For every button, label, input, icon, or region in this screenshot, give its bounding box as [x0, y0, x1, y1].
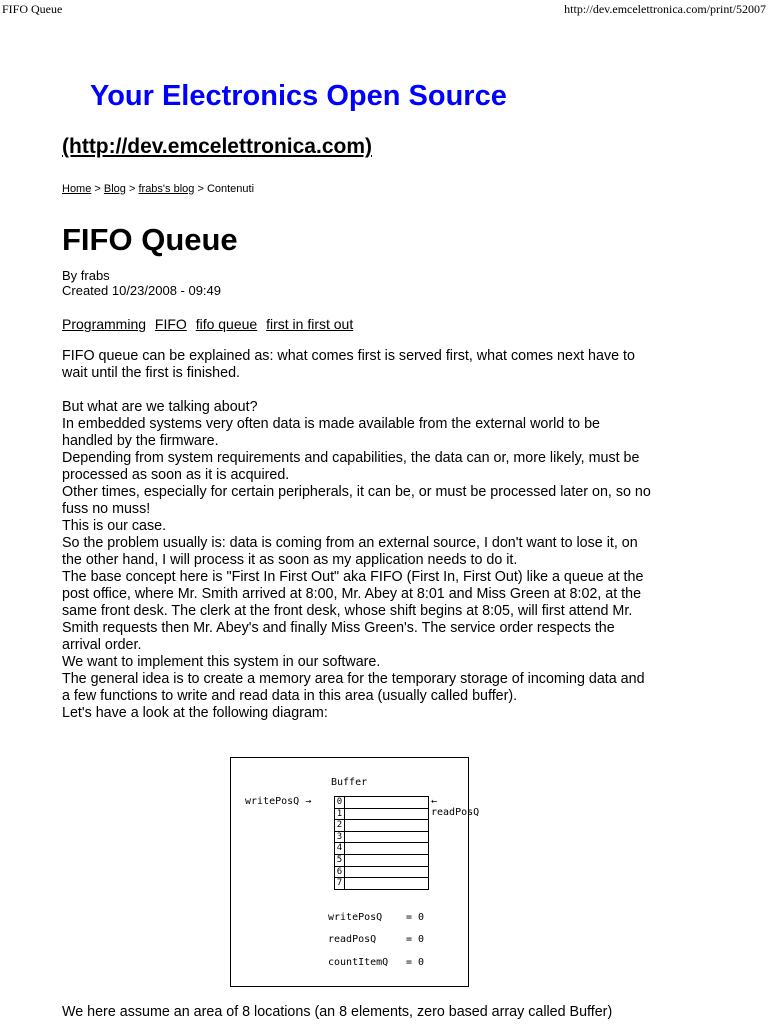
body-line: We want to implement this system in our software.	[62, 654, 381, 670]
body-line: But what are we talking about?	[62, 399, 258, 415]
buffer-cell	[334, 809, 429, 821]
tag-link-programming[interactable]: Programming	[62, 316, 147, 332]
tag-link-fifo-queue[interactable]: fifo queue	[195, 316, 258, 332]
breadcrumb-separator: >	[91, 183, 104, 195]
paragraph-gap	[62, 382, 722, 399]
body-line: Other times, especially for certain peripherals, it can be, or must be processed later on, so no	[62, 484, 651, 500]
tag-link-first-in-first-out[interactable]: first in first out	[266, 316, 354, 332]
stat-value: = 0	[406, 934, 425, 945]
buffer-cells	[334, 796, 429, 890]
breadcrumb-separator: >	[125, 183, 139, 195]
breadcrumb-separator: >	[194, 183, 207, 195]
article-meta	[62, 268, 221, 298]
stat-name: readPosQ	[328, 934, 377, 945]
breadcrumb	[62, 183, 254, 195]
body-line: Let's have a look at the following diagram:	[62, 705, 328, 721]
buffer-cell	[334, 855, 429, 867]
cell-index: 3	[335, 832, 345, 843]
tag-link-fifo[interactable]: FIFO	[154, 316, 187, 332]
body-line: In embedded systems very often data is made available from the external world to be	[62, 416, 601, 432]
body-line: FIFO queue can be explained as: what comes first is served first, what comes next have to	[62, 348, 635, 364]
cell-index: 5	[335, 855, 345, 866]
body-line: arrival order.	[62, 637, 142, 653]
buffer-cell	[334, 878, 429, 890]
buffer-cell	[334, 867, 429, 879]
page-title: FIFO Queue	[62, 222, 238, 257]
buffer-cell	[334, 843, 429, 855]
site-url-link[interactable]: (http://dev.emcelettronica.com)	[62, 135, 372, 158]
body-line: Depending from system requirements and capabilities, the data can or, more likely, must be	[62, 450, 640, 466]
buffer-cell	[334, 820, 429, 832]
body-line: wait until the first is finished.	[62, 365, 240, 381]
article-created: Created 10/23/2008 - 09:49	[62, 283, 222, 298]
read-pointer-label: ← readPosQ	[431, 796, 480, 818]
breadcrumb-blog-link[interactable]: Blog	[103, 183, 126, 195]
stat-name: countItemQ	[328, 957, 389, 968]
body-line: So the problem usually is: data is coming from an external source, I don't want to lose it, on	[62, 535, 638, 551]
fifo-buffer-diagram	[230, 757, 480, 987]
body-line: the other hand, I will process it as soon as my application needs to do it.	[62, 552, 518, 568]
tag-list	[62, 316, 358, 332]
buffer-label: Buffer	[331, 777, 368, 788]
stat-count-item	[328, 957, 458, 968]
breadcrumb-current: Contenuti	[206, 183, 255, 195]
cell-index: 7	[335, 878, 345, 889]
stat-name: writePosQ	[328, 912, 383, 923]
stat-write-pos	[328, 912, 458, 923]
buffer-cell	[334, 796, 429, 809]
print-header-url: http://dev.emcelettronica.com/print/52007	[564, 2, 766, 16]
article-author: By frabs	[62, 268, 110, 283]
stat-read-pos	[328, 934, 458, 945]
cell-index: 0	[335, 797, 345, 808]
write-pointer-label: writePosQ →	[245, 796, 312, 807]
stat-value: = 0	[406, 912, 425, 923]
body-line: This is our case.	[62, 518, 167, 534]
body-line: handled by the firmware.	[62, 433, 219, 449]
body-line: a few functions to write and read data in this area (usually called buffer).	[62, 688, 518, 704]
body-line: fuss no muss!	[62, 501, 151, 517]
cell-index: 6	[335, 867, 345, 878]
breadcrumb-user-blog-link[interactable]: frabs's blog	[138, 183, 195, 195]
body-line: same front desk. The clerk at the front desk, whose shift begins at 8:05, will first attend Mr.	[62, 603, 633, 619]
body-line: The general idea is to create a memory area for the temporary storage of incoming data and	[62, 671, 645, 687]
article-body-continued: We here assume an area of 8 locations (an 8 elements, zero based array called Buffer)	[62, 1004, 613, 1020]
cell-index: 1	[335, 809, 345, 820]
article-body	[62, 348, 722, 722]
body-line: post office, where Mr. Smith arrived at 8:00, Mr. Abey at 8:01 and Miss Green at 8:02, at the	[62, 586, 642, 602]
stat-value: = 0	[406, 957, 425, 968]
body-line: The base concept here is "First In First Out" aka FIFO (First In, First Out) like a queue at the	[62, 569, 644, 585]
site-title: Your Electronics Open Source	[90, 80, 507, 112]
buffer-cell	[334, 832, 429, 844]
cell-index: 2	[335, 820, 345, 831]
cell-index: 4	[335, 843, 345, 854]
body-line: processed as soon as it is acquired.	[62, 467, 290, 483]
breadcrumb-home-link[interactable]: Home	[62, 183, 92, 195]
body-line: Smith requests then Mr. Abey's and finally Miss Green's. The service order respects the	[62, 620, 615, 636]
print-header-title: FIFO Queue	[2, 2, 63, 16]
